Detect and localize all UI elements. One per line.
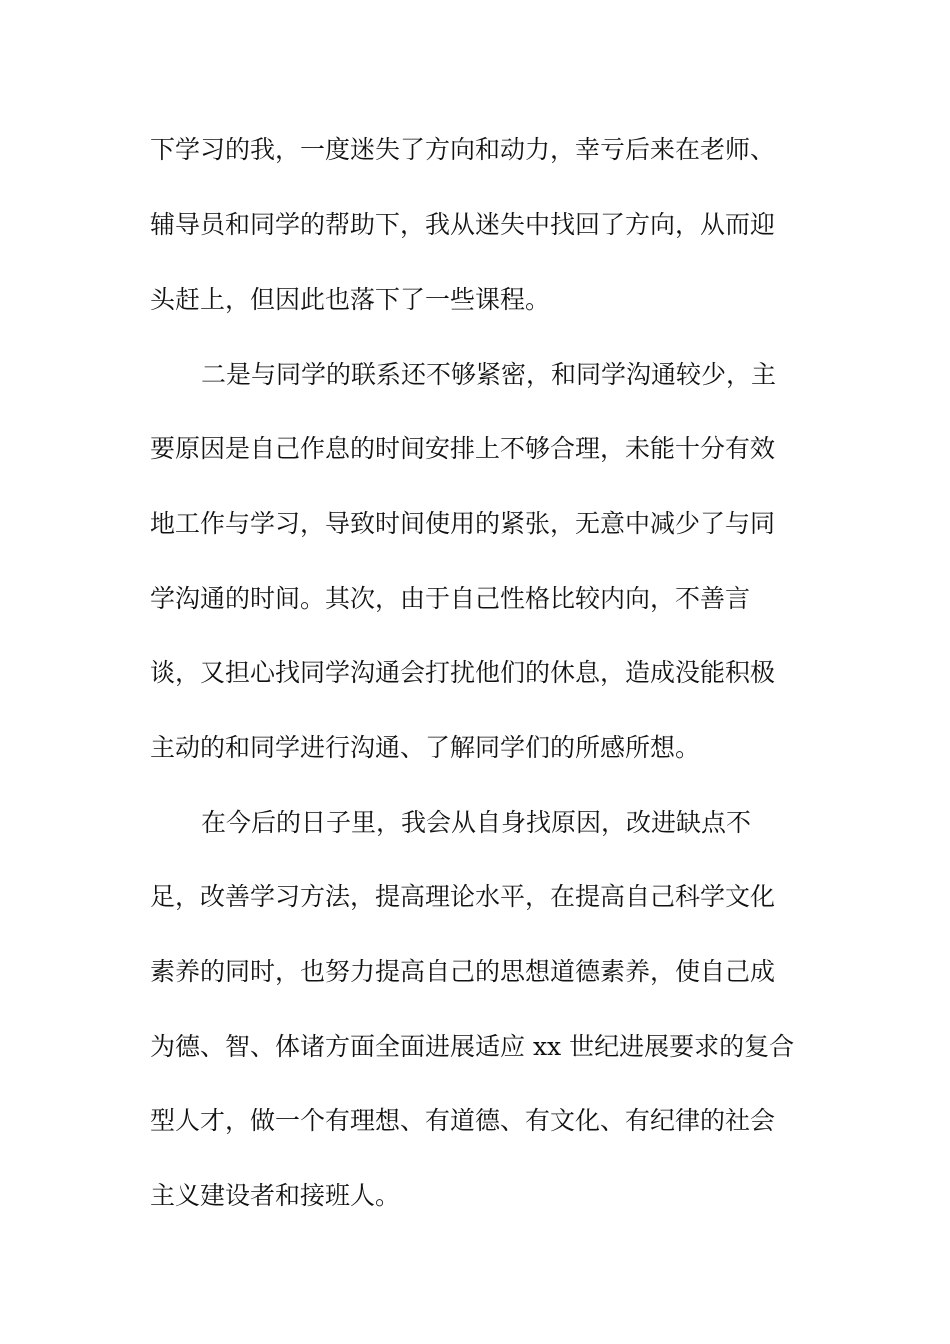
- paragraph-first-line: 二是与同学的联系还不够紧密，和同学沟通较少，主: [201, 360, 777, 389]
- paragraph-first-line: 在今后的日子里，我会从自身找原因，改进缺点不: [201, 808, 752, 837]
- text-line: 素养的同时，也努力提高自己的思想道德素养，使自己成: [150, 957, 776, 986]
- text-line: 地工作与学习，导致时间使用的紧张，无意中减少了与同: [150, 509, 776, 538]
- text-line: 主动的和同学进行沟通、了解同学们的所感所想。: [150, 733, 701, 762]
- text-line: 辅导员和同学的帮助下，我从迷失中找回了方向，从而迎: [150, 210, 776, 239]
- text-line: 下学习的我，一度迷失了方向和动力，幸亏后来在老师、: [150, 135, 776, 164]
- text-line: 谈，又担心找同学沟通会打扰他们的休息，造成没能积极: [150, 658, 776, 687]
- text-line: 要原因是自己作息的时间安排上不够合理，未能十分有效: [150, 434, 776, 463]
- text-line: 头赶上，但因此也落下了一些课程。: [150, 285, 551, 314]
- text-line: 足，改善学习方法，提高理论水平，在提高自己科学文化: [150, 882, 776, 911]
- text-line: 主义建设者和接班人。: [150, 1181, 401, 1210]
- text-line: 为德、智、体诸方面全面进展适应 xx 世纪进展要求的复合: [150, 1032, 795, 1061]
- text-line: 型人才，做一个有理想、有道德、有文化、有纪律的社会: [150, 1106, 776, 1135]
- text-line: 学沟通的时间。其次，由于自己性格比较内向，不善言: [150, 584, 751, 613]
